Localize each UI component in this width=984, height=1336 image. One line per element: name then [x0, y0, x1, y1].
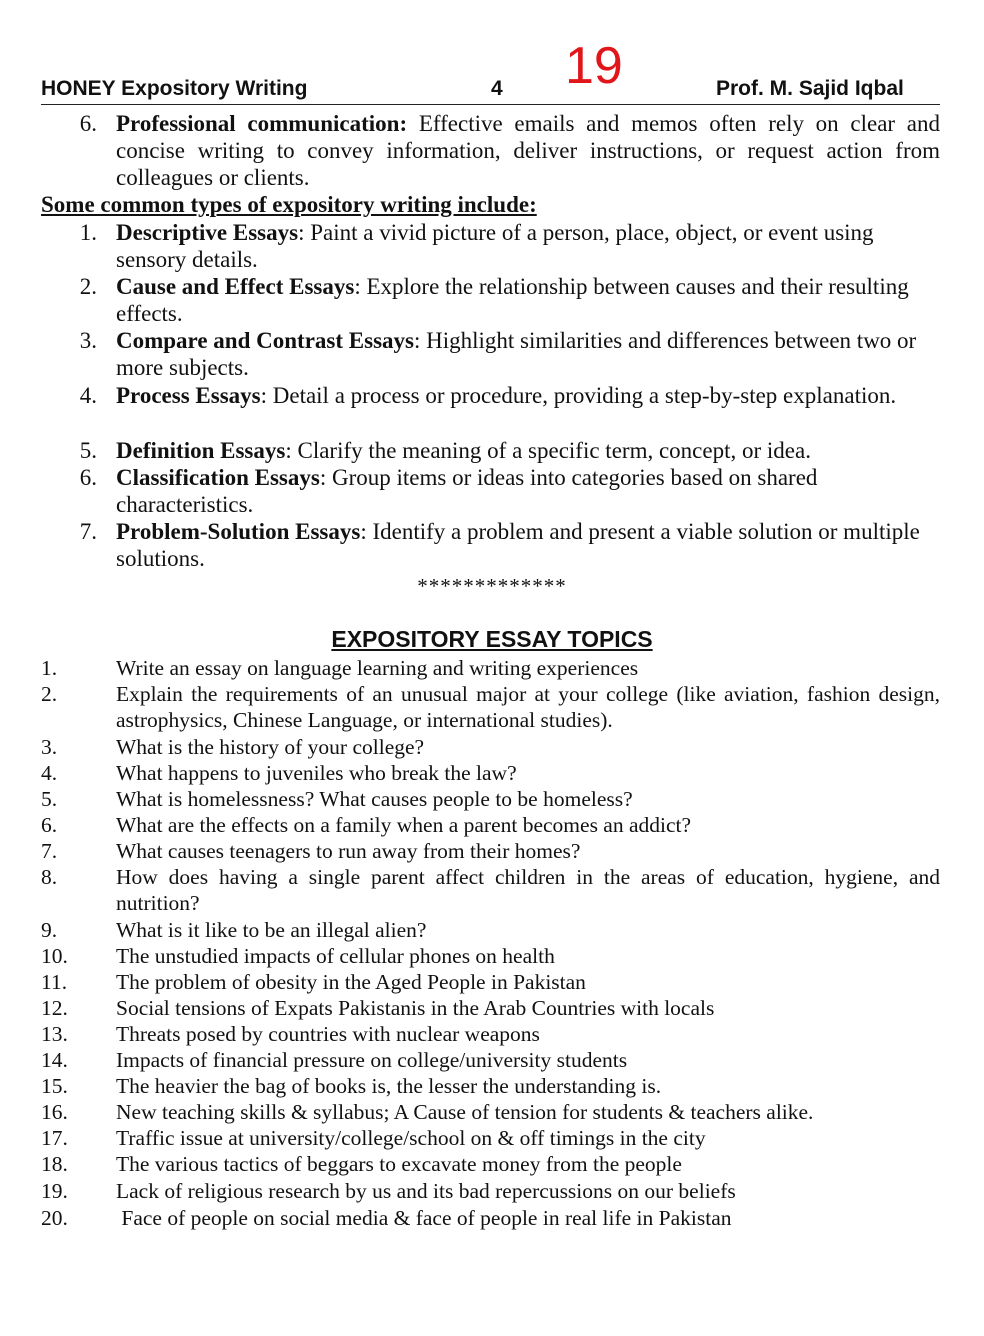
- types-heading: Some common types of expository writing include:: [41, 192, 537, 217]
- list-item-label: Compare and Contrast Essays: [116, 328, 414, 353]
- topic-number: 15.: [41, 1074, 68, 1098]
- list-item-label: Problem-Solution Essays: [116, 519, 361, 544]
- topics-title: EXPOSITORY ESSAY TOPICS: [331, 626, 653, 652]
- list-item-text: [116, 382, 940, 409]
- topic-text: Impacts of financial pressure on college/university students: [116, 1048, 628, 1072]
- topic-number: 14.: [41, 1048, 68, 1072]
- header-divider: [41, 104, 940, 105]
- list-item-label: Process Essays: [116, 383, 261, 408]
- list-item-body: : Identify a problem and present a viable solution or multiple solutions.: [116, 519, 920, 571]
- topic-text: What causes teenagers to run away from their homes?: [116, 839, 581, 863]
- list-item-label: Classification Essays: [116, 465, 320, 490]
- topic-number: 18.: [41, 1152, 68, 1176]
- topic-text: Face of people on social media & face of people in real life in Pakistan: [116, 1206, 732, 1230]
- list-item-text: [116, 437, 940, 464]
- list-item-number: 1.: [79, 220, 97, 245]
- topic-number: 13.: [41, 1022, 68, 1046]
- topic-text: Traffic issue at university/college/school on & off timings in the city: [116, 1126, 706, 1150]
- topic-number: 19.: [41, 1179, 68, 1203]
- header-author: Prof. M. Sajid Iqbal: [716, 77, 904, 100]
- separator-stars: *************: [417, 574, 567, 598]
- topic-number: 9.: [41, 918, 58, 942]
- topic-text: Threats posed by countries with nuclear weapons: [116, 1022, 540, 1046]
- list-item-body: : Clarify the meaning of a specific term, concept, or idea.: [285, 438, 811, 463]
- header-section-number: 4: [491, 77, 503, 100]
- topic-text: What is it like to be an illegal alien?: [116, 918, 427, 942]
- list-item-number: 3.: [79, 328, 97, 353]
- topic-number: 8.: [41, 865, 58, 889]
- list-item-number: 6.: [79, 111, 97, 136]
- page-number: 19: [565, 37, 623, 95]
- list-item-label: Definition Essays: [116, 438, 286, 463]
- topic-text: What are the effects on a family when a parent becomes an addict?: [116, 813, 692, 837]
- topic-number: 6.: [41, 813, 58, 837]
- topic-text: New teaching skills & syllabus; A Cause of tension for students & teachers alike.: [116, 1100, 814, 1124]
- list-item-number: 6.: [79, 465, 97, 490]
- topic-text: Write an essay on language learning and writing experiences: [116, 656, 639, 680]
- list-item-text: [116, 273, 940, 327]
- list-item-text: [116, 327, 940, 381]
- topic-text: Social tensions of Expats Pakistanis in the Arab Countries with locals: [116, 996, 715, 1020]
- list-item-body: Effective emails and memos often rely on clear and concise writing to convey information, deliver instructions, or request action from colleagues or clients.: [116, 111, 940, 190]
- topic-number: 3.: [41, 735, 58, 759]
- list-item-text: [116, 464, 940, 518]
- header-title: HONEY Expository Writing: [41, 77, 308, 100]
- list-item-body: : Highlight similarities and differences between two or more subjects.: [116, 328, 917, 380]
- topic-text: The problem of obesity in the Aged People in Pakistan: [116, 970, 586, 994]
- list-item-body: : Group items or ideas into categories based on shared characteristics.: [116, 465, 818, 517]
- list-item-body: : Detail a process or procedure, providing a step-by-step explanation.: [260, 383, 897, 408]
- topic-text: The various tactics of beggars to excavate money from the people: [116, 1152, 682, 1176]
- topic-number: 4.: [41, 761, 58, 785]
- topic-number: 17.: [41, 1126, 68, 1150]
- list-item-number: 7.: [79, 519, 97, 544]
- topic-text: How does having a single parent affect children in the areas of education, hygiene, and nutrition?: [116, 865, 940, 915]
- topic-text: Lack of religious research by us and its bad repercussions on our beliefs: [116, 1179, 736, 1203]
- list-item-body: : Paint a vivid picture of a person, place, object, or event using sensory details.: [116, 220, 874, 272]
- topic-number: 2.: [41, 682, 58, 706]
- list-item-number: 5.: [79, 438, 97, 463]
- topic-text: The heavier the bag of books is, the lesser the understanding is.: [116, 1074, 662, 1098]
- list-item-number: 2.: [79, 274, 97, 299]
- list-item-number: 4.: [79, 383, 97, 408]
- topic-text: What happens to juveniles who break the law?: [116, 761, 517, 785]
- topic-number: 5.: [41, 787, 58, 811]
- topic-text: What is homelessness? What causes people to be homeless?: [116, 787, 633, 811]
- topic-text: The unstudied impacts of cellular phones on health: [116, 944, 555, 968]
- list-item-text: [116, 110, 940, 191]
- list-item-text: [116, 219, 940, 273]
- topic-text: Explain the requirements of an unusual major at your college (like aviation, fashion design, astrophysics, Chinese Language, or international studies).: [116, 682, 940, 732]
- topic-number: 7.: [41, 839, 58, 863]
- list-item-text: [116, 518, 940, 572]
- list-item-body: : Explore the relationship between causes and their resulting effects.: [116, 274, 909, 326]
- topic-number: 1.: [41, 656, 58, 680]
- list-item-label: Cause and Effect Essays: [116, 274, 355, 299]
- topic-number: 12.: [41, 996, 68, 1020]
- topic-number: 16.: [41, 1100, 68, 1124]
- list-item-label: Descriptive Essays: [116, 220, 299, 245]
- list-item-label: Professional communication:: [116, 111, 408, 136]
- topic-number: 20.: [41, 1206, 68, 1230]
- topic-number: 11.: [41, 970, 68, 994]
- topic-number: 10.: [41, 944, 68, 968]
- topic-text: What is the history of your college?: [116, 735, 425, 759]
